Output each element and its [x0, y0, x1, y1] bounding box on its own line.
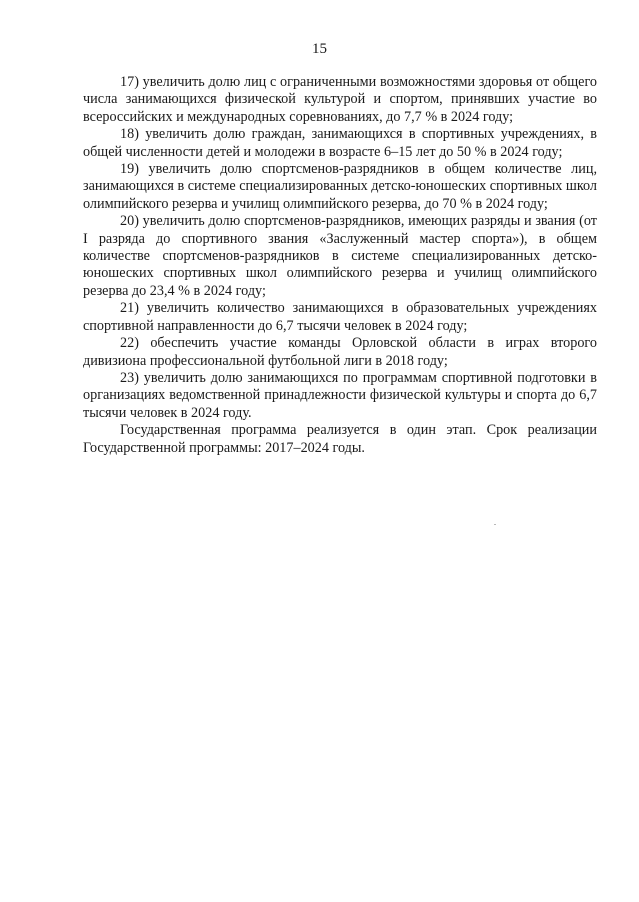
- paragraph-item-20: 20) увеличить долю спортсменов-разрядников, имеющих разряды и звания (от I разряда до спортивного звания «Заслуженный мастер спорта»), в общем количестве спортсменов-разрядников в системе специализированных детско-юношеских спортивных школ олимпийского резерва и училищ олимпийского резерва до 23,4 % в 2024 году;: [83, 213, 597, 299]
- paragraph-item-23: 23) увеличить долю занимающихся по программам спортивной подготовки в организациях ведомственной принадлежности физической культуры и спорта до 6,7 тысячи человек в 2024 году.: [83, 369, 597, 421]
- document-body: [83, 74, 597, 457]
- scan-speck: [494, 524, 496, 525]
- paragraph-item-21: 21) увеличить количество занимающихся в образовательных учреждениях спортивной направленности до 6,7 тысячи человек в 2024 году;: [83, 300, 597, 334]
- page-number: 15: [312, 41, 327, 57]
- paragraph-program-term: Государственная программа реализуется в один этап. Срок реализации Государственной программы: 2017–2024 годы.: [83, 422, 597, 456]
- paragraph-item-18: 18) увеличить долю граждан, занимающихся в спортивных учреждениях, в общей численности детей и молодежи в возрасте 6–15 лет до 50 % в 2024 году;: [83, 126, 597, 160]
- paragraph-item-22: 22) обеспечить участие команды Орловской области в играх второго дивизиона профессиональной футбольной лиги в 2018 году;: [83, 335, 597, 369]
- paragraph-item-19: 19) увеличить долю спортсменов-разрядников в общем количестве лиц, занимающихся в системе специализированных детско-юношеских спортивных школ олимпийского резерва и училищ олимпийского резерва, до 70 % в 2024 году;: [83, 161, 597, 212]
- paragraph-item-17: 17) увеличить долю лиц с ограниченными возможностями здоровья от общего числа занимающихся физической культурой и спортом, принявших участие во всероссийских и международных соревнованиях, до 7,7 % в 2024 году;: [83, 74, 597, 125]
